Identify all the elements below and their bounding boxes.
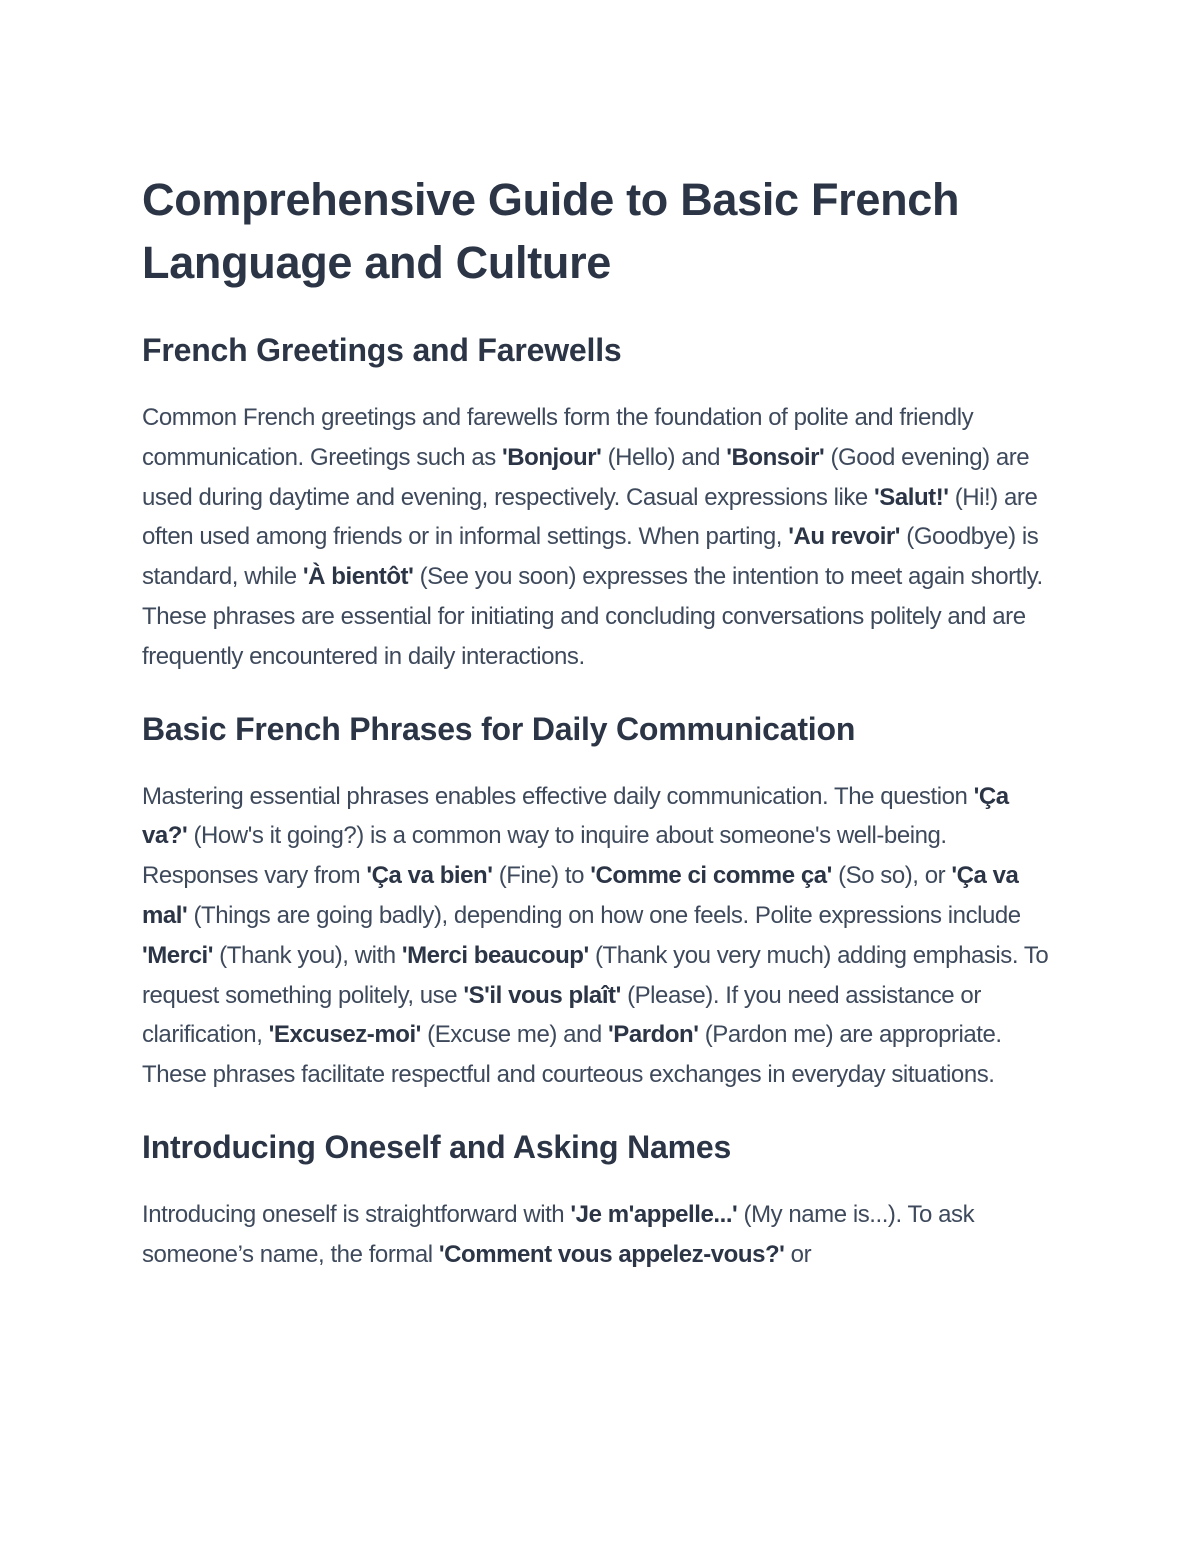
paragraph-text: (Good evening) are used during daytime and evening, respectively. Casual expressions like (142, 443, 1030, 511)
paragraph-text: (Goodbye) is standard, while (142, 523, 1039, 591)
document-title: Comprehensive Guide to Basic French Language and Culture (142, 174, 960, 288)
french-phrase: 'Merci beaucoup' (401, 941, 589, 969)
section-paragraph-greetings (142, 398, 1057, 677)
section-heading-daily-phrases: Basic French Phrases for Daily Communication (142, 710, 856, 747)
paragraph-text: (Pardon me) are appropriate. These phrases facilitate respectful and courteous exchanges in everyday situations. (142, 1021, 1002, 1089)
french-phrase: 'Bonjour' (502, 443, 602, 471)
paragraph-text: (Things are going badly), depending on how one feels. Polite expressions include (187, 901, 1021, 929)
section-paragraph-introductions (142, 1195, 1057, 1275)
french-phrase: 'S'il vous plaît' (463, 981, 621, 1009)
section-heading-greetings: French Greetings and Farewells (142, 332, 622, 368)
paragraph-text: (Thank you very much) adding emphasis. To request something politely, use (142, 941, 1049, 1009)
paragraph-text: (How's it going?) is a common way to inquire about someone's well-being. Responses vary from (142, 822, 947, 890)
french-phrase: 'Pardon' (608, 1021, 699, 1049)
french-phrase: 'Comme ci comme ça' (590, 862, 832, 890)
paragraph-text: Mastering essential phrases enables effective daily communication. The question (142, 782, 974, 810)
paragraph-text: (Hi!) are often used among friends or in informal settings. When parting, (142, 483, 1038, 551)
french-phrase: 'Ça va mal' (142, 862, 1019, 929)
paragraph-text: (My name is...). To ask someone’s name, the formal (142, 1200, 975, 1268)
paragraph-text: (Please). If you need assistance or clarification, (142, 981, 981, 1049)
paragraph-text: (So so), or (831, 862, 952, 890)
document-page (142, 168, 1057, 1275)
french-phrase: 'Bonsoir' (726, 443, 825, 471)
section-heading-introductions: Introducing Oneself and Asking Names (142, 1128, 732, 1165)
french-phrase: 'Je m'appelle...' (570, 1200, 738, 1228)
french-phrase: 'Ça va bien' (366, 862, 493, 890)
french-phrase: 'Comment vous appelez-vous?' (438, 1240, 785, 1268)
paragraph-text: (Hello) and (601, 443, 727, 471)
paragraph-text: (Excuse me) and (420, 1021, 609, 1049)
paragraph-text: Introducing oneself is straightforward with (142, 1200, 571, 1228)
paragraph-text: Common French greetings and farewells form the foundation of polite and friendly communication. Greetings such as (142, 404, 974, 471)
paragraph-text: (Thank you), with (212, 941, 402, 969)
french-phrase: 'Excusez-moi' (268, 1021, 421, 1049)
french-phrase: 'Ça va?' (142, 782, 1009, 850)
paragraph-text: (See you soon) expresses the intention to meet again shortly. These phrases are essential for initiating and concluding conversations politely and are frequently encountered in daily interactions. (142, 563, 1043, 670)
french-phrase: 'Merci' (142, 941, 213, 969)
french-phrase: 'Salut!' (874, 483, 949, 511)
paragraph-text: (Fine) to (492, 862, 591, 890)
section-paragraph-daily-phrases (142, 777, 1057, 1095)
french-phrase: 'À bientôt' (302, 563, 414, 591)
french-phrase: 'Au revoir' (788, 523, 901, 551)
paragraph-text: or (784, 1240, 812, 1268)
